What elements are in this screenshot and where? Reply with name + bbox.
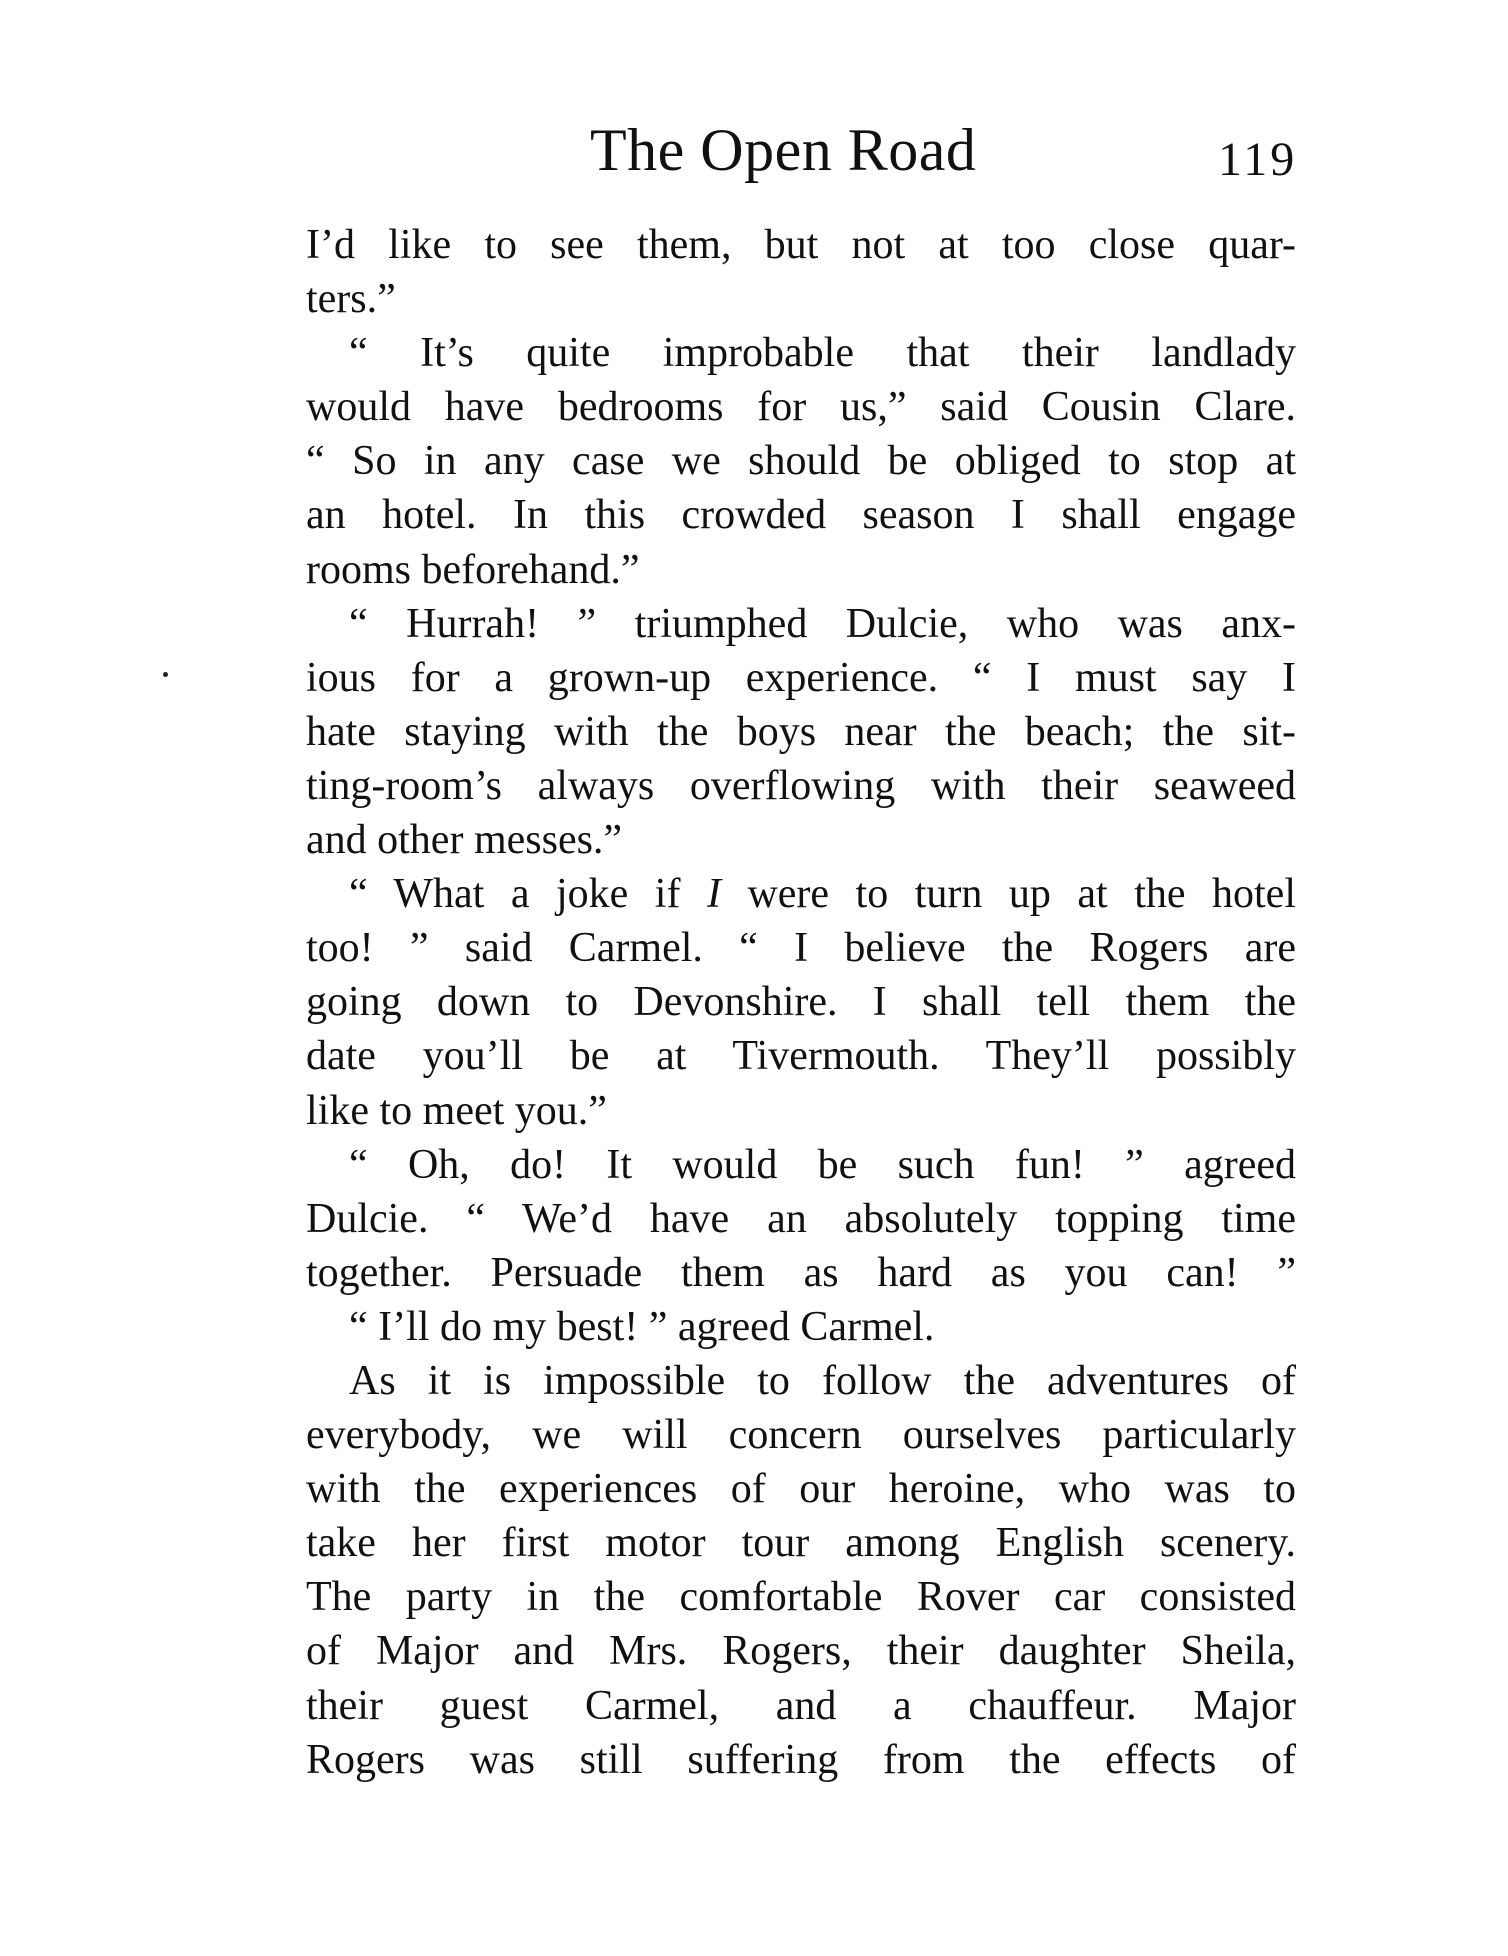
- text-line: “ It’s quite improbable that their landlady: [349, 330, 1296, 377]
- text-line: date you’ll be at Tivermouth. They’ll possibly: [306, 1033, 1296, 1080]
- text-line: together. Persuade them as hard as you can! ”: [306, 1249, 1296, 1296]
- text-line: would have bedrooms for us,” said Cousin Clare.: [306, 384, 1296, 431]
- text-line: rooms beforehand.”: [306, 546, 640, 593]
- text-line: “ Hurrah! ” triumphed Dulcie, who was anx-: [349, 600, 1296, 647]
- text-line: of Major and Mrs. Rogers, their daughter Sheila,: [306, 1628, 1296, 1675]
- text-line: too! ” said Carmel. “ I believe the Rogers are: [306, 925, 1296, 972]
- text-line: an hotel. In this crowded season I shall engage: [306, 492, 1296, 539]
- running-head-title: The Open Road: [590, 117, 977, 183]
- stray-ink-mark: [163, 672, 168, 677]
- body-text: [306, 218, 1296, 1787]
- text-line: hate staying with the boys near the beach; the sit-: [306, 708, 1296, 755]
- text-line: As it is impossible to follow the adventures of: [349, 1357, 1296, 1404]
- text-line: Rogers was still suffering from the effects of: [306, 1736, 1296, 1783]
- text-line: “ I’ll do my best! ” agreed Carmel.: [349, 1303, 935, 1350]
- text-line: take her first motor tour among English scenery.: [306, 1520, 1296, 1567]
- text-line: The party in the comfortable Rover car consisted: [306, 1574, 1296, 1621]
- text-line: their guest Carmel, and a chauffeur. Major: [306, 1682, 1296, 1729]
- text-line: I’d like to see them, but not at too close quar-: [306, 222, 1296, 268]
- text-line: “ So in any case we should be obliged to stop at: [306, 438, 1296, 485]
- italic-word: I: [706, 871, 721, 918]
- text-line: everybody, we will concern ourselves particularly: [306, 1412, 1296, 1459]
- page-number: 119: [1218, 133, 1298, 186]
- text-line: like to meet you.”: [306, 1087, 607, 1134]
- text-line: ious for a grown-up experience. “ I must say I: [306, 654, 1296, 701]
- text-line: ting-room’s always overflowing with their seaweed: [306, 762, 1296, 809]
- text-line: with the experiences of our heroine, who was to: [306, 1466, 1296, 1513]
- text-line: Dulcie. “ We’d have an absolutely topping time: [306, 1195, 1296, 1242]
- text-line: [306, 867, 1296, 921]
- text-segment: were to turn up at the hotel: [720, 871, 1296, 918]
- text-line: “ Oh, do! It would be such fun! ” agreed: [349, 1141, 1296, 1188]
- text-segment: “ What a joke if: [349, 871, 707, 918]
- text-line: and other messes.”: [306, 817, 623, 864]
- text-line: going down to Devonshire. I shall tell them the: [306, 979, 1296, 1026]
- text-line: ters.”: [306, 276, 396, 323]
